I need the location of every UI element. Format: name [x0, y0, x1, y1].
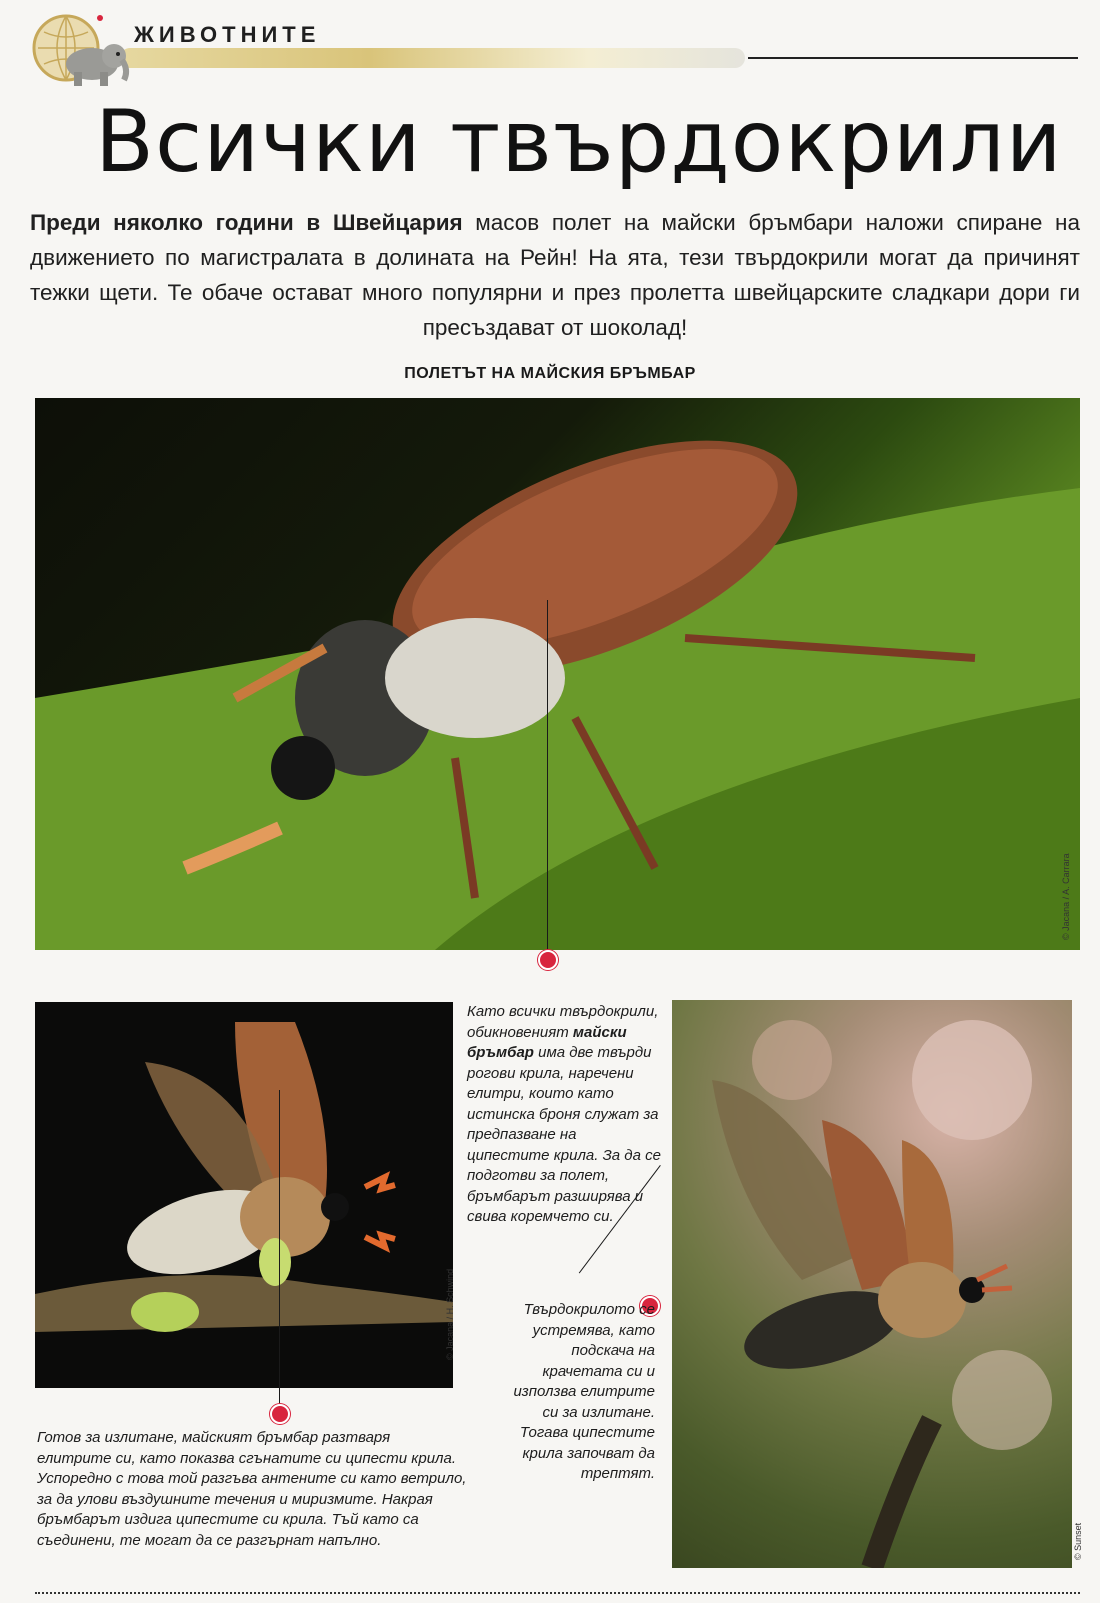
photo-credit-main: © Jacana / A. Carrara: [1061, 853, 1071, 940]
left-caption: Готов за излитане, майският бръмбар разтваря елитрите си, като показва сгънатите си ципести крила. Успоредно с това той разгъва антените си като ветрило, за да улови въздушните течения и миризмите. Накрая бръмбарът издига ципестите си крила. Тъй като са съединени, те могат да се разгърнат напълно.: [37, 1429, 467, 1549]
beetle-taking-off-photo: [672, 1000, 1072, 1568]
globe-elephant-icon: [30, 12, 130, 90]
section-label: ЖИВОТНИТЕ: [134, 22, 321, 47]
header-divider: [748, 57, 1078, 59]
right-caption: Твърдокрилото се устремява, като подскача на крачетата си и използва елитрите си за излитане. Тогава ципестите крила започват да трептят.: [513, 1301, 655, 1482]
center-caption-text-1: Като всички твърдокрили, обикновеният: [467, 1003, 659, 1041]
intro-text: масов полет на майски бръмбари наложи спиране на движението по магистралата в долината на Рейн! На ята, тези твърдокрили могат да причинят тежки щети. Те обаче остават много популярни и през пролетта швейцарските сладкари дори ги пресъздават от шоколад!: [30, 210, 1080, 340]
page-title: Всички твърдокрили: [95, 92, 1063, 192]
photo-section-heading: ПОЛЕТЪТ НА МАЙСКИЯ БРЪМБАР: [404, 365, 696, 382]
intro-paragraph: [30, 205, 1080, 345]
center-caption: [467, 1002, 662, 1228]
bottom-divider: [35, 1592, 1080, 1594]
beetle-opening-wings-photo: [35, 1002, 453, 1388]
photo-credit-right: © Sunset: [1073, 1522, 1083, 1560]
callout-dot: [538, 950, 558, 970]
callout-dot: [270, 1404, 290, 1424]
center-caption-bold: майски бръмбар: [467, 1023, 627, 1061]
photo-credit-left: © Jacana / H. Schwind: [445, 1268, 455, 1360]
main-beetle-photo: [35, 398, 1080, 950]
center-caption-text-2: има две твърди рогови крила, наречени елитри, които като истинска броня служат за предпазване на ципестите крила. За да се подготви за полет, бръмбарът разширява и свива коремчето си.: [467, 1044, 661, 1225]
callout-line: [279, 1090, 280, 1410]
intro-lead: Преди няколко години в Швейцария: [30, 210, 463, 235]
section-bar: [120, 48, 745, 68]
callout-line: [547, 600, 548, 958]
